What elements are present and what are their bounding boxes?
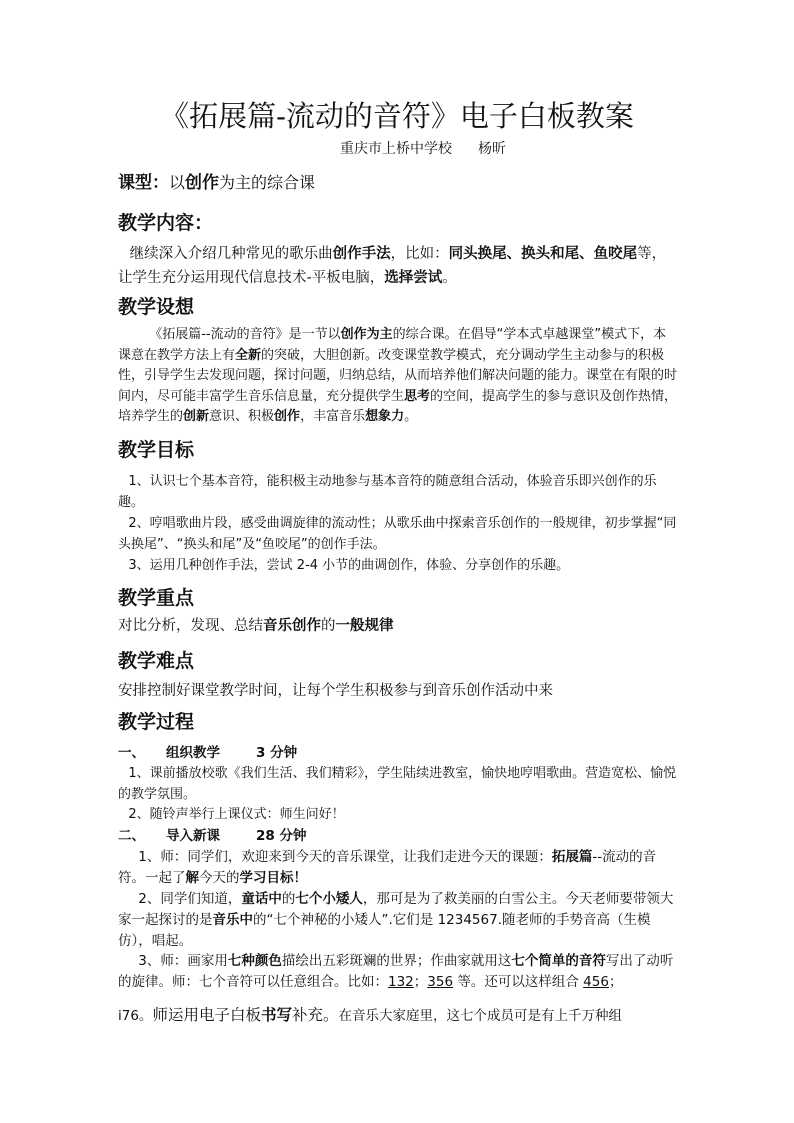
process-heading: 教学过程 [118,711,195,733]
text-run: 补充。 [291,1006,339,1024]
text-run: 继续深入介绍几种常见的歌乐曲 [129,246,333,262]
content-paragraph [118,242,678,290]
text-run: 创作 [274,409,301,424]
text-run: 创作为主 [340,327,393,342]
text-run: 的“七个神秘的小矮人”.它们是 1234567.随老师的手势音高（生模仿），唱起。 [118,912,651,949]
document-title: 《拓展篇-流动的音符》电子白板教案 [160,99,634,133]
text-run: 书写 [260,1006,292,1024]
step1-item-1: 1、课前播放校歌《我们生活、我们精彩》，学生陆续进教室，愉快地哼唱歌曲。营造宽松、愉悦的教学氛围。 [118,766,677,802]
text-run: 童话中 [241,891,282,907]
text-run: ，丰富音乐 [300,409,366,424]
step-duration: 3 分钟 [256,745,298,761]
notation-run: 132 [388,974,414,990]
text-run: 对比分析，发现、总结 [118,618,263,634]
goal-item-2: 2、哼唱歌曲片段，感受曲调旋律的流动性；从歌乐曲中探索音乐创作的一般规律，初步掌握“同头换尾”、“换头和尾”及“鱼咬尾”的创作手法。 [118,516,677,552]
notation-run: 456 [583,974,609,990]
text-run: 2、同学们知道， [138,891,242,907]
course-type-text: 创作 [185,173,220,193]
text-run: 一般规律 [335,618,394,634]
author-name: 杨昕 [478,141,506,157]
text-run: ，那可是为了救美丽的白雪公主。今天老师要带领大家一起探讨的是 [118,891,674,928]
goal-item-1: 1、认识七个基本音符，能积极主动地参与基本音符的随意组合活动，体验音乐即兴创作的乐趣。 [118,474,657,510]
process-paragraph-2 [118,889,678,952]
text-run: 学习目标！ [239,870,307,886]
notation-run: i76。 [118,1008,153,1024]
text-run: 想象力 [365,409,405,424]
process-paragraph-3 [118,951,678,993]
text-run: --流动的音符。一起了 [118,849,657,886]
text-run: 在音乐大家庭里，这七个成员可是有上千万种组 [338,1008,622,1024]
text-run: 的综合课。在倡导“学本式卓越课堂”模式下，本课意在教学方法上有 [118,327,667,363]
text-run: 的 [321,618,336,634]
step-number: 一、 [118,745,145,761]
course-type-line [118,172,315,194]
text-run: 思考 [404,388,431,404]
author-line [340,140,506,158]
text-run: 1、师：同学们，欢迎来到今天的音乐课堂，让我们走进今天的课题： [138,849,552,865]
school-name: 重庆市上桥中学校 [340,141,452,157]
text-run: 七个小矮人 [295,891,363,907]
text-run: 。 [442,270,457,286]
text-run: 今天的 [199,870,240,886]
text-run: 音乐创作 [263,618,321,634]
text-run: 的 [281,891,296,907]
process-paragraph-4 [118,1003,678,1028]
course-type-text: 以 [169,173,186,192]
text-run: 师运用电子白板 [152,1006,261,1024]
text-run: 同头换尾、换头和尾、鱼咬尾 [448,246,638,262]
content-heading: 教学内容： [118,212,214,234]
text-run: 的空间，提高学生的参与意识及创作热情，培养学生的 [118,388,678,424]
text-run: 音乐中 [212,912,253,928]
text-run: 。 [404,409,418,424]
difficulties-text: 安排控制好课堂教学时间，让每个学生积极参与到音乐创作活动中来 [118,683,553,699]
key-points-text [118,614,678,638]
text-run: 拓展篇 [551,849,593,865]
text-run: 选择尝试 [384,270,443,286]
text-run: ； [413,974,428,990]
text-run: 等，让学生充分运用现代信息技术-平板电脑， [118,246,667,286]
process-paragraph-1 [118,847,678,889]
difficulties-heading: 教学难点 [118,650,195,672]
design-heading: 教学设想 [118,296,195,318]
step-duration: 28 分钟 [256,828,307,844]
step-number: 二、 [118,828,145,844]
text-run: 《拓展篇--流动的音符》是一节以 [149,327,341,342]
text-run: 的突破，大胆创新。改变课堂教学模式，充分调动学生主动参与的积极性，引导学生去发现问题，探讨问题，归纳总结，从而培养他们解决问题的能力。课堂在有限的时间内，尽可能丰富学生音乐信息量，充分提供学生 [118,347,678,404]
text-run: 描绘出五彩斑斓的世界；作曲家就用这 [281,953,512,969]
step-name: 导入新课 [166,828,220,844]
text-run: 解 [185,870,199,886]
text-run: 意识、积极 [209,409,275,424]
text-run: 七种颜色 [227,953,282,969]
text-run: 写出了动听的旋律。师：七个音符可以任意组合。比如： [118,953,674,990]
notation-run: 356 [427,974,454,990]
course-type-text: 为主的综合课 [219,173,316,192]
text-run: 创作手法 [332,246,391,262]
text-run: 七个简单的音符 [511,953,606,969]
design-paragraph [118,325,678,428]
course-type-label: 课型： [118,173,169,193]
key-points-heading: 教学重点 [118,587,195,609]
goals-heading: 教学目标 [118,439,195,461]
process-step-2 [118,826,307,846]
text-run: ，比如： [390,246,449,262]
text-run: 等。还可以这样组合 [453,974,584,990]
text-run: 3、师：画家用 [138,953,228,969]
step1-item-2: 2、随铃声举行上课仪式：师生问好！ [128,807,345,822]
text-run: ； [608,974,623,990]
process-step-1 [118,743,297,763]
step-name: 组织教学 [166,745,220,761]
text-run: 创新 [183,409,210,424]
goal-item-3: 3、运用几种创作手法，尝试 2-4 小节的曲调创作，体验、分享创作的乐趣。 [128,558,570,573]
text-run: 全新 [235,347,262,363]
